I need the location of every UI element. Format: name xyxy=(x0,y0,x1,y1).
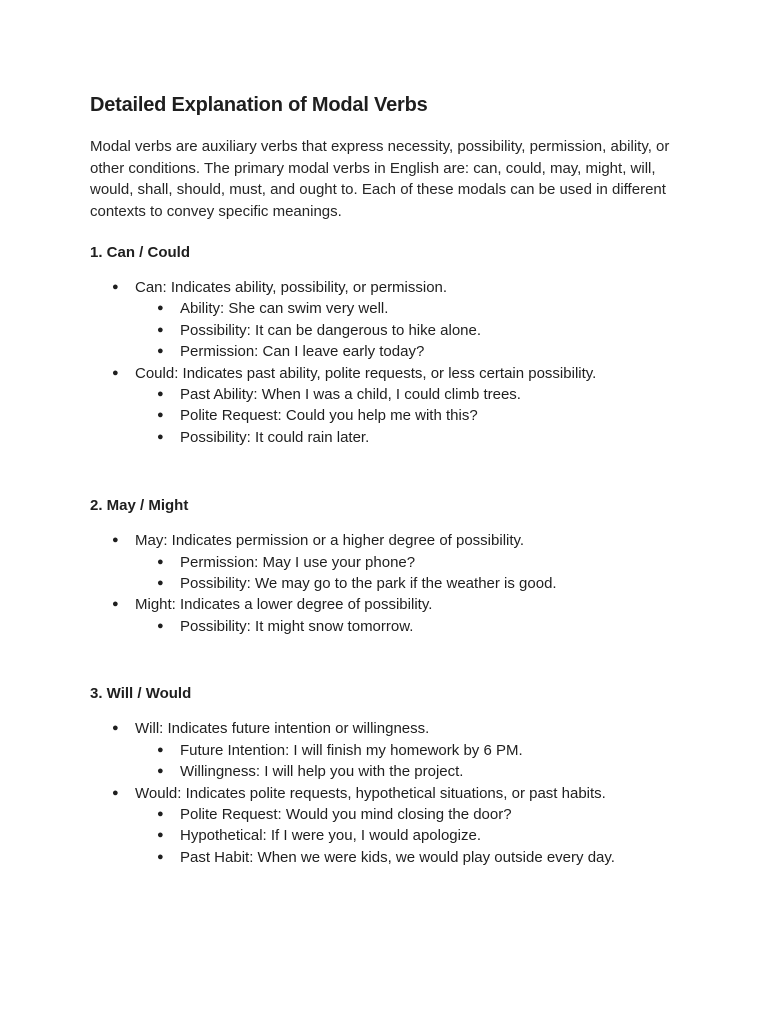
list-item xyxy=(90,530,690,594)
example-item xyxy=(135,616,690,637)
example-list xyxy=(135,616,690,637)
list-item xyxy=(90,277,690,363)
section-heading: 1. Can / Could xyxy=(90,244,191,261)
example-item xyxy=(135,761,690,782)
item-text: Can: Indicates ability, possibility, or permission. xyxy=(135,279,448,296)
intro-paragraph: Modal verbs are auxiliary verbs that express necessity, possibility, permission, ability, or other conditions. The primary modal verbs in English are: can, could, may, might, will, would, shall, should, must, and ought to. Each of these modals can be used in different contexts to convey specific meanings. xyxy=(90,138,670,220)
item-text: Might: Indicates a lower degree of possibility. xyxy=(135,596,433,614)
list-item xyxy=(90,783,690,869)
bullet-icon: ● xyxy=(157,765,164,778)
bullet-icon: ● xyxy=(112,534,119,547)
example-item xyxy=(135,573,690,594)
bullet-icon: ● xyxy=(112,786,119,799)
document-title: Detailed Explanation of Modal Verbs xyxy=(90,94,428,116)
section-heading: 3. Will / Would xyxy=(90,685,192,703)
example-text: Possibility: It could rain later. xyxy=(180,428,370,446)
list-item xyxy=(90,594,690,637)
section-can-could xyxy=(90,242,690,448)
bullet-icon: ● xyxy=(157,323,164,336)
example-text: Polite Request: Could you help me with this? xyxy=(180,407,478,425)
example-item xyxy=(135,552,690,573)
section-will-would xyxy=(90,683,690,868)
example-text: Polite Request: Would you mind closing the door? xyxy=(180,805,512,823)
modal-list xyxy=(90,277,690,448)
example-item xyxy=(135,405,690,426)
bullet-icon: ● xyxy=(157,388,164,401)
example-text: Ability: She can swim very well. xyxy=(180,300,389,318)
bullet-icon: ● xyxy=(157,409,164,422)
section-may-might xyxy=(90,495,690,637)
bullet-icon: ● xyxy=(112,722,119,735)
example-list xyxy=(135,298,690,362)
example-text: Permission: May I use your phone? xyxy=(180,553,416,571)
example-list xyxy=(135,740,690,783)
bullet-icon: ● xyxy=(112,366,119,379)
example-text: Past Ability: When I was a child, I could climb trees. xyxy=(180,386,521,404)
example-list xyxy=(135,552,690,595)
bullet-icon: ● xyxy=(157,555,164,568)
example-text: Hypothetical: If I were you, I would apologize. xyxy=(180,827,481,845)
example-item xyxy=(135,804,690,825)
bullet-icon: ● xyxy=(157,302,164,315)
example-text: Possibility: It can be dangerous to hike alone. xyxy=(180,321,482,339)
item-text: Would: Indicates polite requests, hypothetical situations, or past habits. xyxy=(135,784,606,802)
bullet-icon: ● xyxy=(157,829,164,842)
list-item xyxy=(90,363,690,449)
example-item xyxy=(135,320,690,341)
list-item xyxy=(90,718,690,782)
example-text: Possibility: It might snow tomorrow. xyxy=(180,617,414,635)
example-text: Past Habit: When we were kids, we would play outside every day. xyxy=(180,848,615,866)
example-list xyxy=(135,384,690,448)
bullet-icon: ● xyxy=(157,619,164,632)
example-item xyxy=(135,825,690,846)
bullet-icon: ● xyxy=(157,743,164,756)
bullet-icon: ● xyxy=(157,807,164,820)
bullet-icon: ● xyxy=(157,345,164,358)
document-page xyxy=(90,90,690,868)
example-list xyxy=(135,804,690,868)
modal-list xyxy=(90,530,690,637)
example-text: Willingness: I will help you with the project. xyxy=(180,763,464,781)
bullet-icon: ● xyxy=(112,598,119,611)
bullet-icon: ● xyxy=(157,430,164,443)
example-item xyxy=(135,298,690,319)
modal-list xyxy=(90,718,690,868)
section-heading: 2. May / Might xyxy=(90,497,189,515)
item-text: Will: Indicates future intention or willingness. xyxy=(135,720,430,738)
example-item xyxy=(135,427,690,448)
example-item xyxy=(135,341,690,362)
bullet-icon: ● xyxy=(157,850,164,863)
example-text: Possibility: We may go to the park if the weather is good. xyxy=(180,575,557,593)
example-item xyxy=(135,847,690,868)
bullet-icon: ● xyxy=(112,281,119,293)
example-item xyxy=(135,384,690,405)
example-text: Permission: Can I leave early today? xyxy=(180,343,425,361)
item-text: May: Indicates permission or a higher degree of possibility. xyxy=(135,532,525,550)
example-text: Future Intention: I will finish my homework by 6 PM. xyxy=(180,741,523,759)
item-text: Could: Indicates past ability, polite requests, or less certain possibility. xyxy=(135,364,597,382)
bullet-icon: ● xyxy=(157,577,164,590)
example-item xyxy=(135,740,690,761)
